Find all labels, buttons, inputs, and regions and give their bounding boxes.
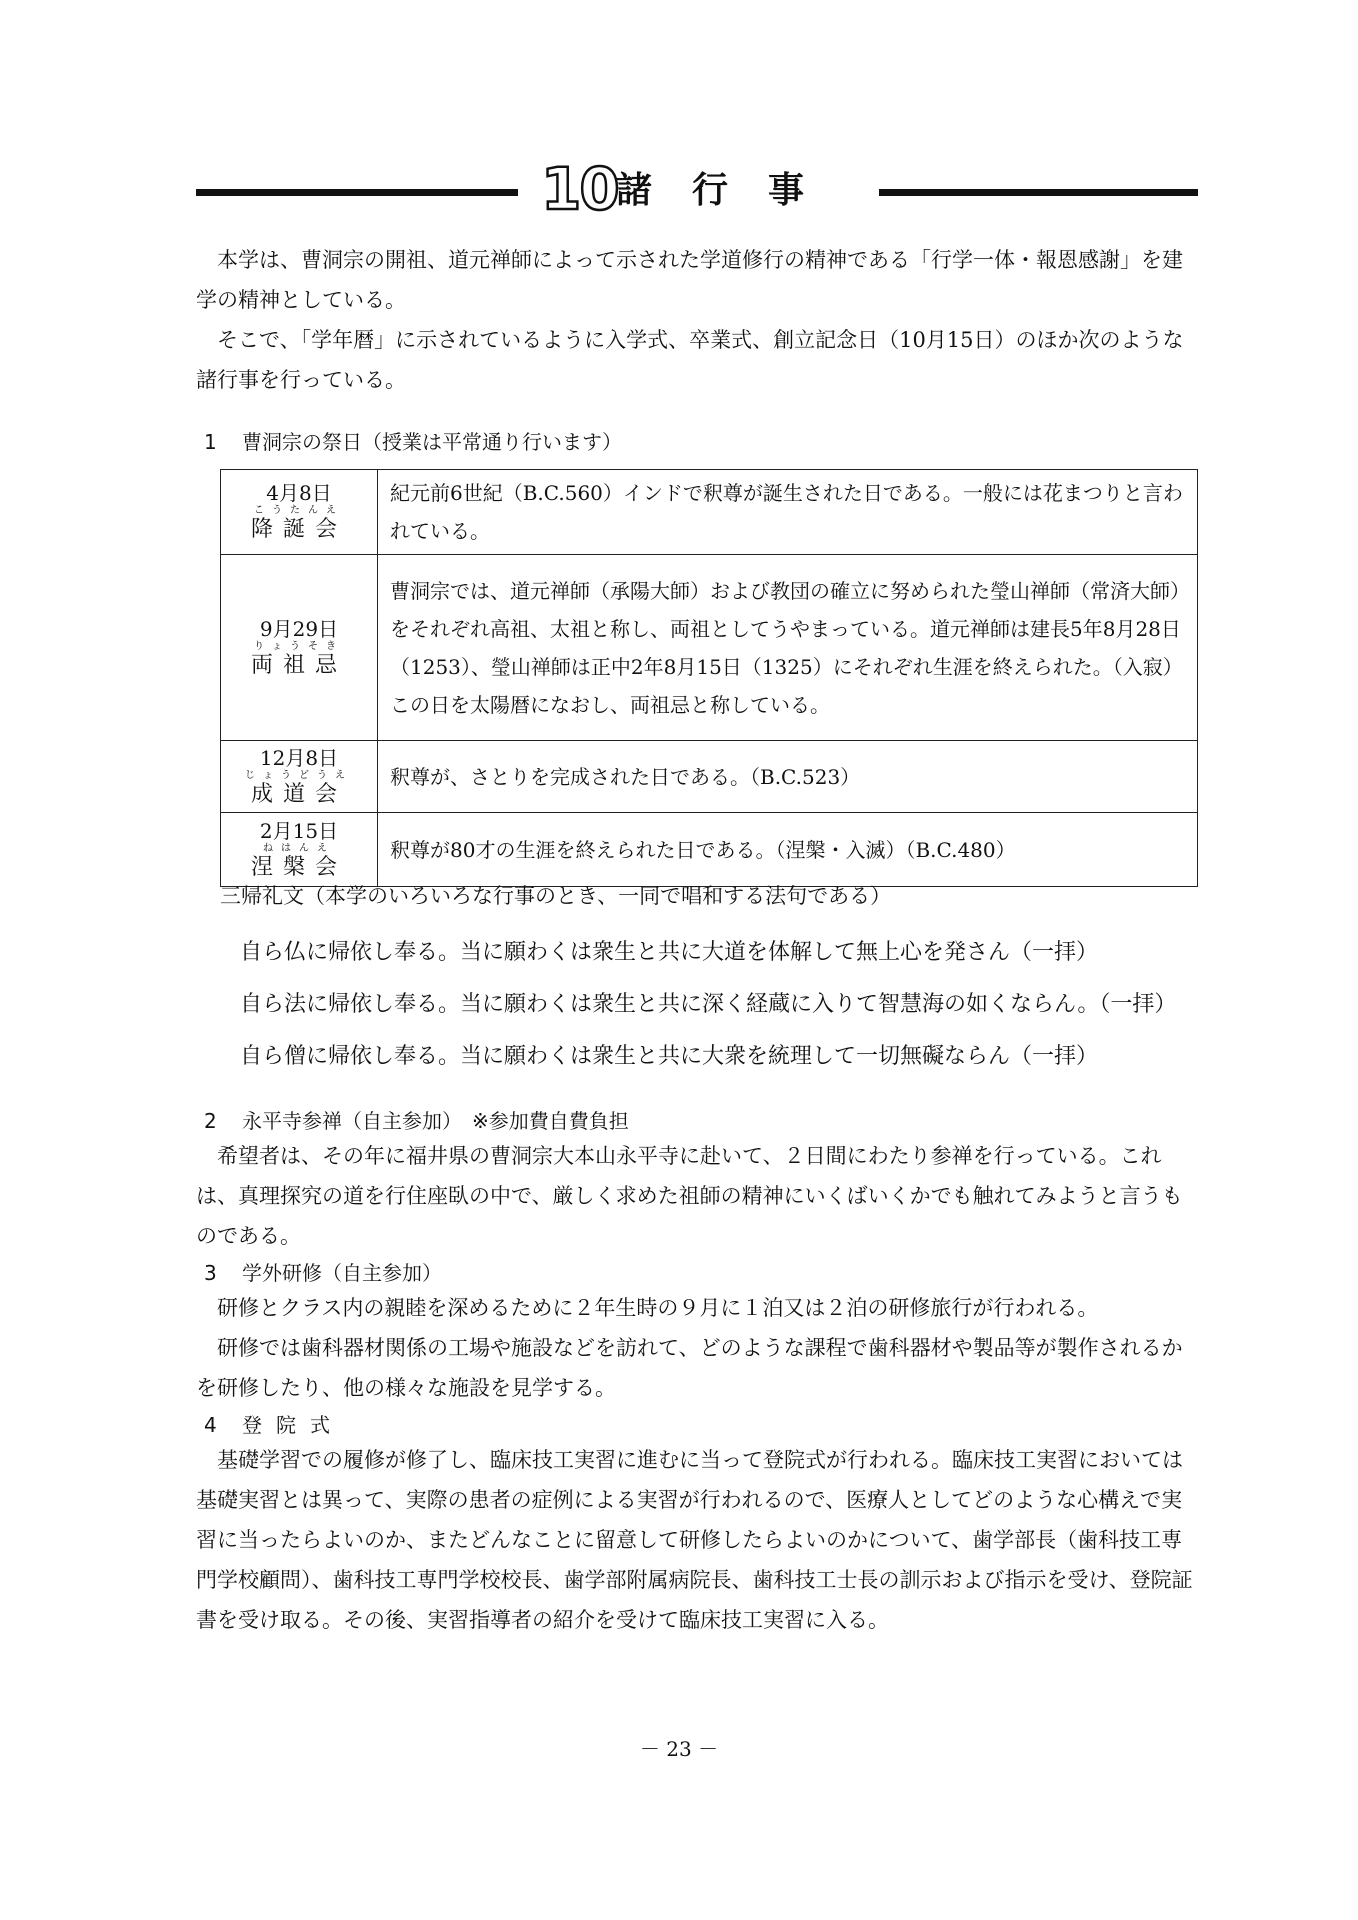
section-2-heading: [204, 1106, 629, 1136]
section-3-heading: [204, 1258, 442, 1288]
page-number: － 23 －: [639, 1737, 719, 1761]
event-ruby: ねはんえ: [263, 842, 335, 854]
event-description: 釈尊が、さとりを完成された日である。（B.C.523）: [378, 741, 1198, 813]
section-title: 永平寺参禅（自主参加） ※参加費自費負担: [242, 1109, 629, 1133]
event-date-cell: [221, 470, 378, 555]
section-3-body-2: 研修では歯科器材関係の工場や施設などを訪れて、どのような課程で歯科器材や製品等が製作されるかを研修したり、他の様々な施設を見学する。: [196, 1336, 1183, 1400]
sanki-title: 三帰礼文（本学のいろいろな行事のとき、一同で唱和する法句である）: [220, 884, 892, 908]
events-table: [220, 469, 1198, 887]
event-date: 4月8日: [266, 481, 332, 505]
section-number: 3: [204, 1261, 217, 1285]
section-1-heading: [204, 427, 622, 457]
intro-paragraph-1: 本学は、曹洞宗の開祖、道元禅師によって示された学道修行の精神である「行学一体・報恩感謝」を建学の精神としている。: [196, 248, 1183, 312]
event-date-cell: [221, 741, 378, 813]
intro-paragraph-2: そこで、「学年暦」に示されているように入学式、卒業式、創立記念日（10月15日）のほか次のような諸行事を行っている。: [196, 328, 1184, 392]
section-3-body-1: 研修とクラス内の親睦を深めるために２年生時の９月に１泊又は２泊の研修旅行が行われる。: [217, 1296, 1099, 1320]
event-description: 紀元前6世紀（B.C.560）インドで釈尊が誕生された日である。一般には花まつりと言われている。: [378, 470, 1198, 555]
chapter-number: 10: [541, 155, 618, 223]
event-date-cell: [221, 555, 378, 741]
section-title: 学外研修（自主参加）: [242, 1261, 442, 1285]
section-title: 曹洞宗の祭日（授業は平常通り行います）: [242, 430, 622, 454]
heading-rule-left: [196, 189, 518, 196]
section-title: 登院式: [242, 1413, 344, 1437]
event-date: 12月8日: [259, 745, 339, 770]
event-date: 2月15日: [259, 818, 339, 843]
chapter-title: 諸行事: [616, 170, 845, 211]
event-name: 涅槃会: [250, 854, 347, 880]
event-date-cell: [221, 813, 378, 887]
event-name: 両祖忌: [250, 652, 347, 678]
chapter-heading: [196, 155, 1198, 223]
event-description: 曹洞宗では、道元禅師（承陽大師）および教団の確立に努められた瑩山禅師（常済大師）をそれぞれ高祖、太祖と称し、両祖としてうやまっている。道元禅師は建長5年8月28日（1253）、瑩山禅師は正中2年8月15日（1325）にそれぞれ生涯を終えられた。（入寂）この日を太陽暦になおし、両祖忌と称している。: [378, 555, 1198, 741]
table-row: [221, 741, 1198, 813]
section-4-body: 基礎学習での履修が修了し、臨床技工実習に進むに当って登院式が行われる。臨床技工実習においては基礎実習とは異って、実際の患者の症例による実習が行われるので、医療人としてどのような心構えで実習に当ったらよいのか、またどんなことに留意して研修したらよいのかについて、歯学部長（歯科技工専門学校顧問）、歯科技工専門学校校長、歯学部附属病院長、歯科技工士長の訓示および指示を受け、登院証書を受け取る。その後、実習指導者の紹介を受けて臨床技工実習に入る。: [196, 1448, 1193, 1632]
sanki-verse: 自ら僧に帰依し奉る。当に願わくは衆生と共に大衆を統理して一切無礙ならん（一拝）: [240, 1044, 1099, 1069]
section-4-heading: [204, 1410, 344, 1440]
event-ruby: こうたんえ: [254, 505, 344, 516]
section-number: 4: [204, 1413, 217, 1437]
sanki-verses: [240, 927, 1200, 1083]
sanki-verse: 自ら仏に帰依し奉る。当に願わくは衆生と共に大道を体解して無上心を発さん（一拝）: [240, 940, 1099, 965]
heading-rule-right: [879, 189, 1198, 196]
section-2-body: 希望者は、その年に福井県の曹洞宗大本山永平寺に赴いて、２日間にわたり参禅を行っている。これは、真理探究の道を行住座臥の中で、厳しく求めた祖師の精神にいくばいくかでも触れてみようと言うものである。: [196, 1144, 1183, 1248]
section-number: 1: [204, 430, 217, 454]
sanki-verse: 自ら法に帰依し奉る。当に願わくは衆生と共に深く経蔵に入りて智慧海の如くならん。（一拝）: [240, 992, 1177, 1017]
event-date: 9月29日: [259, 616, 339, 641]
table-row: [221, 813, 1198, 887]
table-row: [221, 470, 1198, 555]
event-ruby: じょうどうえ: [245, 769, 353, 781]
event-name: 降誕会: [250, 517, 347, 542]
table-row: [221, 555, 1198, 741]
event-description: 釈尊が80才の生涯を終えられた日である。（涅槃・入滅）（B.C.480）: [378, 813, 1198, 887]
section-number: 2: [204, 1109, 217, 1133]
event-name: 成道会: [250, 781, 347, 807]
event-ruby: りょうそき: [254, 640, 344, 652]
